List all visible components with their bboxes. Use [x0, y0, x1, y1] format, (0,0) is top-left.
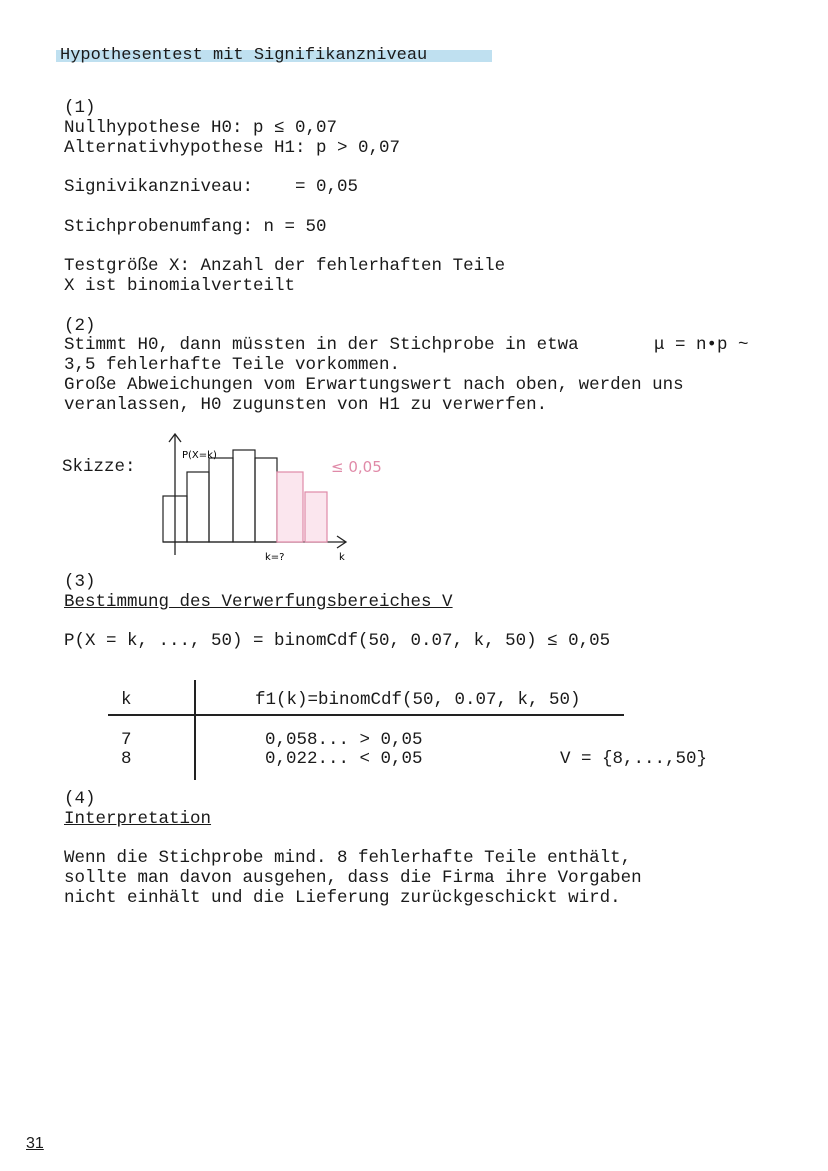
y-axis-label: P(X=k) [182, 450, 217, 461]
expectation-formula: μ = n•p ~ [654, 335, 749, 355]
section-1-number: (1) [64, 98, 96, 118]
section-2-line2: 3,5 fehlerhafte Teile vorkommen. [64, 355, 401, 375]
page-title: Hypothesentest mit Signifikanzniveau [60, 46, 428, 65]
section-2-line4: veranlassen, H0 zugunsten von H1 zu verwerfen. [64, 395, 548, 415]
reject-bar [305, 492, 327, 542]
section-3-number: (3) [64, 572, 96, 592]
sketch-label: Skizze: [62, 457, 136, 477]
section-4-heading: Interpretation [64, 809, 212, 829]
section-4-number: (4) [64, 789, 96, 809]
rejection-region-result: V = {8,...,50} [560, 749, 708, 769]
table-row-value: 0,058... > 0,05 [265, 730, 423, 750]
bar [187, 472, 209, 542]
alt-hypothesis: Alternativhypothese H1: p > 0,07 [64, 138, 401, 158]
reject-bar [277, 472, 303, 542]
section-2-line3: Große Abweichungen vom Erwartungswert nach oben, werden uns [64, 375, 684, 395]
table-row-k: 7 [121, 730, 132, 750]
critical-label: k=? [265, 552, 285, 563]
table-column-rule [194, 680, 196, 780]
bar [209, 458, 233, 542]
table-row-k: 8 [121, 749, 132, 769]
section-2-line1: Stimmt H0, dann müssten in der Stichprobe in etwa [64, 335, 579, 355]
x-axis-label: k [339, 552, 345, 563]
section-2-number: (2) [64, 316, 96, 336]
rejection-formula: P(X = k, ..., 50) = binomCdf(50, 0.07, k, 50) ≤ 0,05 [64, 631, 611, 651]
sample-size: Stichprobenumfang: n = 50 [64, 217, 327, 237]
distribution: X ist binomialverteilt [64, 276, 296, 296]
bar [233, 450, 255, 542]
table-header-rule [108, 714, 624, 716]
table-header-k: k [121, 690, 132, 710]
section-3-heading: Bestimmung des Verwerfungsbereiches V [64, 592, 453, 612]
significance-level: Signivikanzniveau: = 0,05 [64, 177, 359, 197]
bar [255, 458, 277, 542]
table-row-value: 0,022... < 0,05 [265, 749, 423, 769]
sketch-diagram [155, 430, 395, 565]
interpretation-line3: nicht einhält und die Lieferung zurückgeschickt wird. [64, 888, 621, 908]
interpretation-line1: Wenn die Stichprobe mind. 8 fehlerhafte Teile enthält, [64, 848, 632, 868]
page-number: 31 [26, 1135, 44, 1152]
test-statistic: Testgröße X: Anzahl der fehlerhaften Teile [64, 256, 506, 276]
alpha-label: ≤ 0,05 [331, 458, 382, 476]
table-header-f1: f1(k)=binomCdf(50, 0.07, k, 50) [255, 690, 581, 710]
interpretation-line2: sollte man davon ausgehen, dass die Firma ihre Vorgaben [64, 868, 642, 888]
null-hypothesis: Nullhypothese H0: p ≤ 0,07 [64, 118, 338, 138]
